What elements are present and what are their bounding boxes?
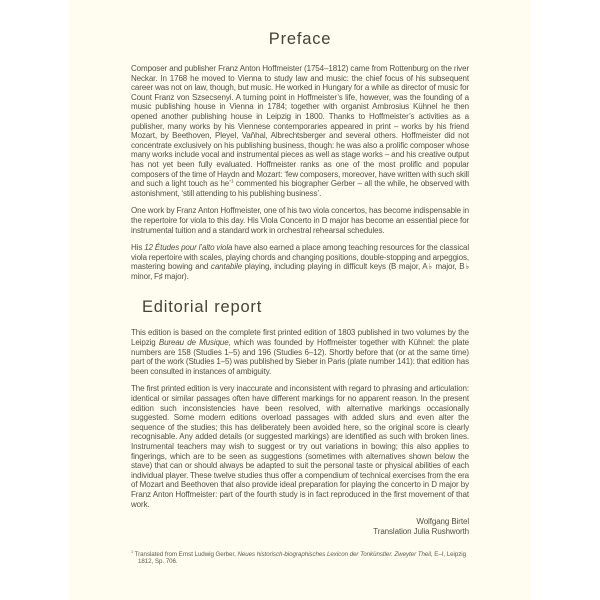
footnote: $^1$ Translated from Ernst Ludwig Gerber, Neues historisch-biographisches Lexicon der Tonkünstler. Zweyter Theil, E–I, Leipzig 1812, Sp. 706. [131, 549, 466, 566]
document-page [69, 0, 531, 600]
editorial-report-heading: Editorial report [142, 298, 263, 317]
signature-block [131, 517, 469, 537]
preface-paragraph-3: His 12 Études pour l’alto viola have also earned a place among teaching resources for the classical viola repertoire with scales, playing chords and changing positions, double-stopping and arpeggios, mastering bowing and cantabile playing, including playing in difficult keys (B major, A♭ major, B♭ minor, F♯ major). [131, 243, 469, 281]
preface-paragraph-1: Composer and publisher Franz Anton Hoffmeister (1754–1812) came from Rottenburg on the river Neckar. In 1768 he moved to Vienna to study law and music: the chief focus of his subsequent career was not on law, though, but music. He worked in Hungary for a while as director of music for Count Franz von Szsecsenyi. A turning point in Hoffmeister’s life, however, was the founding of a music publishing house in Vienna in 1784; together with organist Ambrosius Kühnel he then opened another publishing house in Leipzig in 1800. Thanks to Hoffmeister’s activities as a publisher, many works by his Viennese contemporaries appeared in print – works by his friend Mozart, by Beethoven, Pleyel, Vaňhal, Albrechtsberger and several others. Hoffmeister did not concentrate exclusively on his publishing business, though: he was also a prolific composer whose many works include vocal and instrumental pieces as well as stage works – and his creative output has not yet been fully evaluated. Hoffmeister ranks as one of the most prolific and popular composers of the time of Haydn and Mozart: ‘few composers, moreover, have written with such skill and such a light touch as he’$^1$ commented his biographer Gerber – all the while, he observed with astonishment, ‘still attending to his publishing business’. [131, 64, 469, 198]
preface-heading: Preface [268, 30, 332, 48]
signature-translator: Translation Julia Rushworth [373, 526, 469, 536]
preface-paragraph-2: One work by Franz Anton Hoffmeister, one of his two viola concertos, has become indispensable in the repertoire for viola to this day. His Viola Concerto in D major has become an essential piece for instrumental tuition and a standard work in orchestral rehearsal schedules. [131, 206, 469, 235]
signature-author: Wolfgang Birtel [416, 517, 469, 527]
editorial-paragraph-2: The first printed edition is very inaccurate and inconsistent with regard to phrasing and articulation: identical or similar passages often have different markings for no apparent reason. In the present edition such inconsistencies have been resolved, with alternative markings occasionally suggested. Some modern editions overload passages with added slurs and even alter the sequence of the studies; this has deliberately been avoided here, so the original score is clearly recognisable. Any added details (or suggested markings) are identified as such with broken lines. Instrumental teachers may wish to suggest or try out variations in bowing; this also applies to fingerings, which are to be seen as suggestions (sometimes with alternatives shown below the stave) that can or should always be adapted to suit the personal taste or physical abilities of each individual player. These twelve studies thus offer a compendium of technical exercises from the era of Mozart and Beethoven that also provide ideal preparation for playing the concerto in D major by Franz Anton Hoffmeister: part of the fourth study is in fact reproduced in the first movement of that work. [131, 384, 469, 509]
editorial-paragraph-1: This edition is based on the complete first printed edition of 1803 published in two volumes by the Leipzig Bureau de Musique, which was founded by Hoffmeister together with Kühnel: the plate numbers are 158 (Studies 1–5) and 196 (Studies 6–12). Shortly before that (or at the same time) part of the work (Studies 1–5) was published by Sieber in Paris (plate number 141): that edition has been consulted in instances of ambiguity. [131, 328, 469, 376]
